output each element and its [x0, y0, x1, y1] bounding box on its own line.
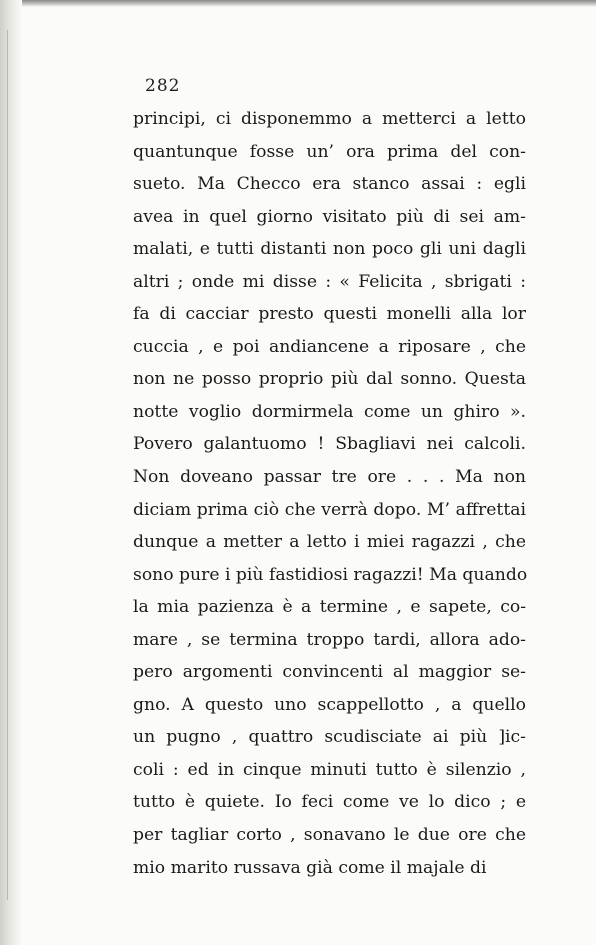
- text-line: non ne posso proprio più dal sonno. Questa: [133, 369, 526, 390]
- text-line: fa di cacciar presto questi monelli alla lor: [133, 304, 526, 325]
- text-line: coli : ed in cinque minuti tutto è silenzio ,: [133, 759, 526, 780]
- text-line: pero argomenti convincenti al maggior se-: [133, 662, 526, 683]
- text-line: cuccia , e poi andiancene a riposare , che: [133, 336, 526, 357]
- text-line: Povero galantuomo ! Sbagliavi nei calcoli.: [133, 434, 526, 455]
- page-fold-line: [7, 30, 8, 900]
- body-text: [133, 103, 526, 884]
- text-line: tutto è quiete. Io feci come ve lo dico ; e: [133, 792, 526, 813]
- text-line: diciam prima ciò che verrà dopo. M’ affrettai: [133, 499, 526, 520]
- text-line: gno. A questo uno scappellotto , a quello: [133, 694, 526, 715]
- text-line: notte voglio dormirmela come un ghiro ».: [133, 401, 526, 422]
- text-line: la mia pazienza è a termine , e sapete, co-: [133, 597, 526, 618]
- text-line: dunque a metter a letto i miei ragazzi , che: [133, 532, 526, 553]
- text-line: Non doveano passar tre ore . . . Ma non: [133, 467, 526, 488]
- text-line: malati, e tutti distanti non poco gli uni dagli: [133, 239, 526, 260]
- text-line: un pugno , quattro scudisciate ai più ]ic-: [133, 727, 526, 748]
- page-binding-shadow: [0, 0, 22, 945]
- page-top-edge: [0, 0, 596, 7]
- text-line: quantunque fosse un’ ora prima del con-: [133, 141, 526, 162]
- page-number: 282: [145, 76, 181, 96]
- text-line: mio marito russava già come il majale di: [133, 857, 487, 878]
- text-line: mare , se termina troppo tardi, allora ado-: [133, 629, 526, 650]
- text-line: per tagliar corto , sonavano le due ore che: [133, 825, 526, 846]
- text-line: principi, ci disponemmo a metterci a letto: [133, 109, 526, 129]
- text-line: sueto. Ma Checco era stanco assai : egli: [133, 174, 526, 195]
- text-line: altri ; onde mi disse : « Felicita , sbrigati :: [133, 271, 526, 292]
- text-line: sono pure i più fastidiosi ragazzi! Ma quando: [133, 564, 528, 585]
- text-line: avea in quel giorno visitato più di sei am-: [133, 206, 526, 227]
